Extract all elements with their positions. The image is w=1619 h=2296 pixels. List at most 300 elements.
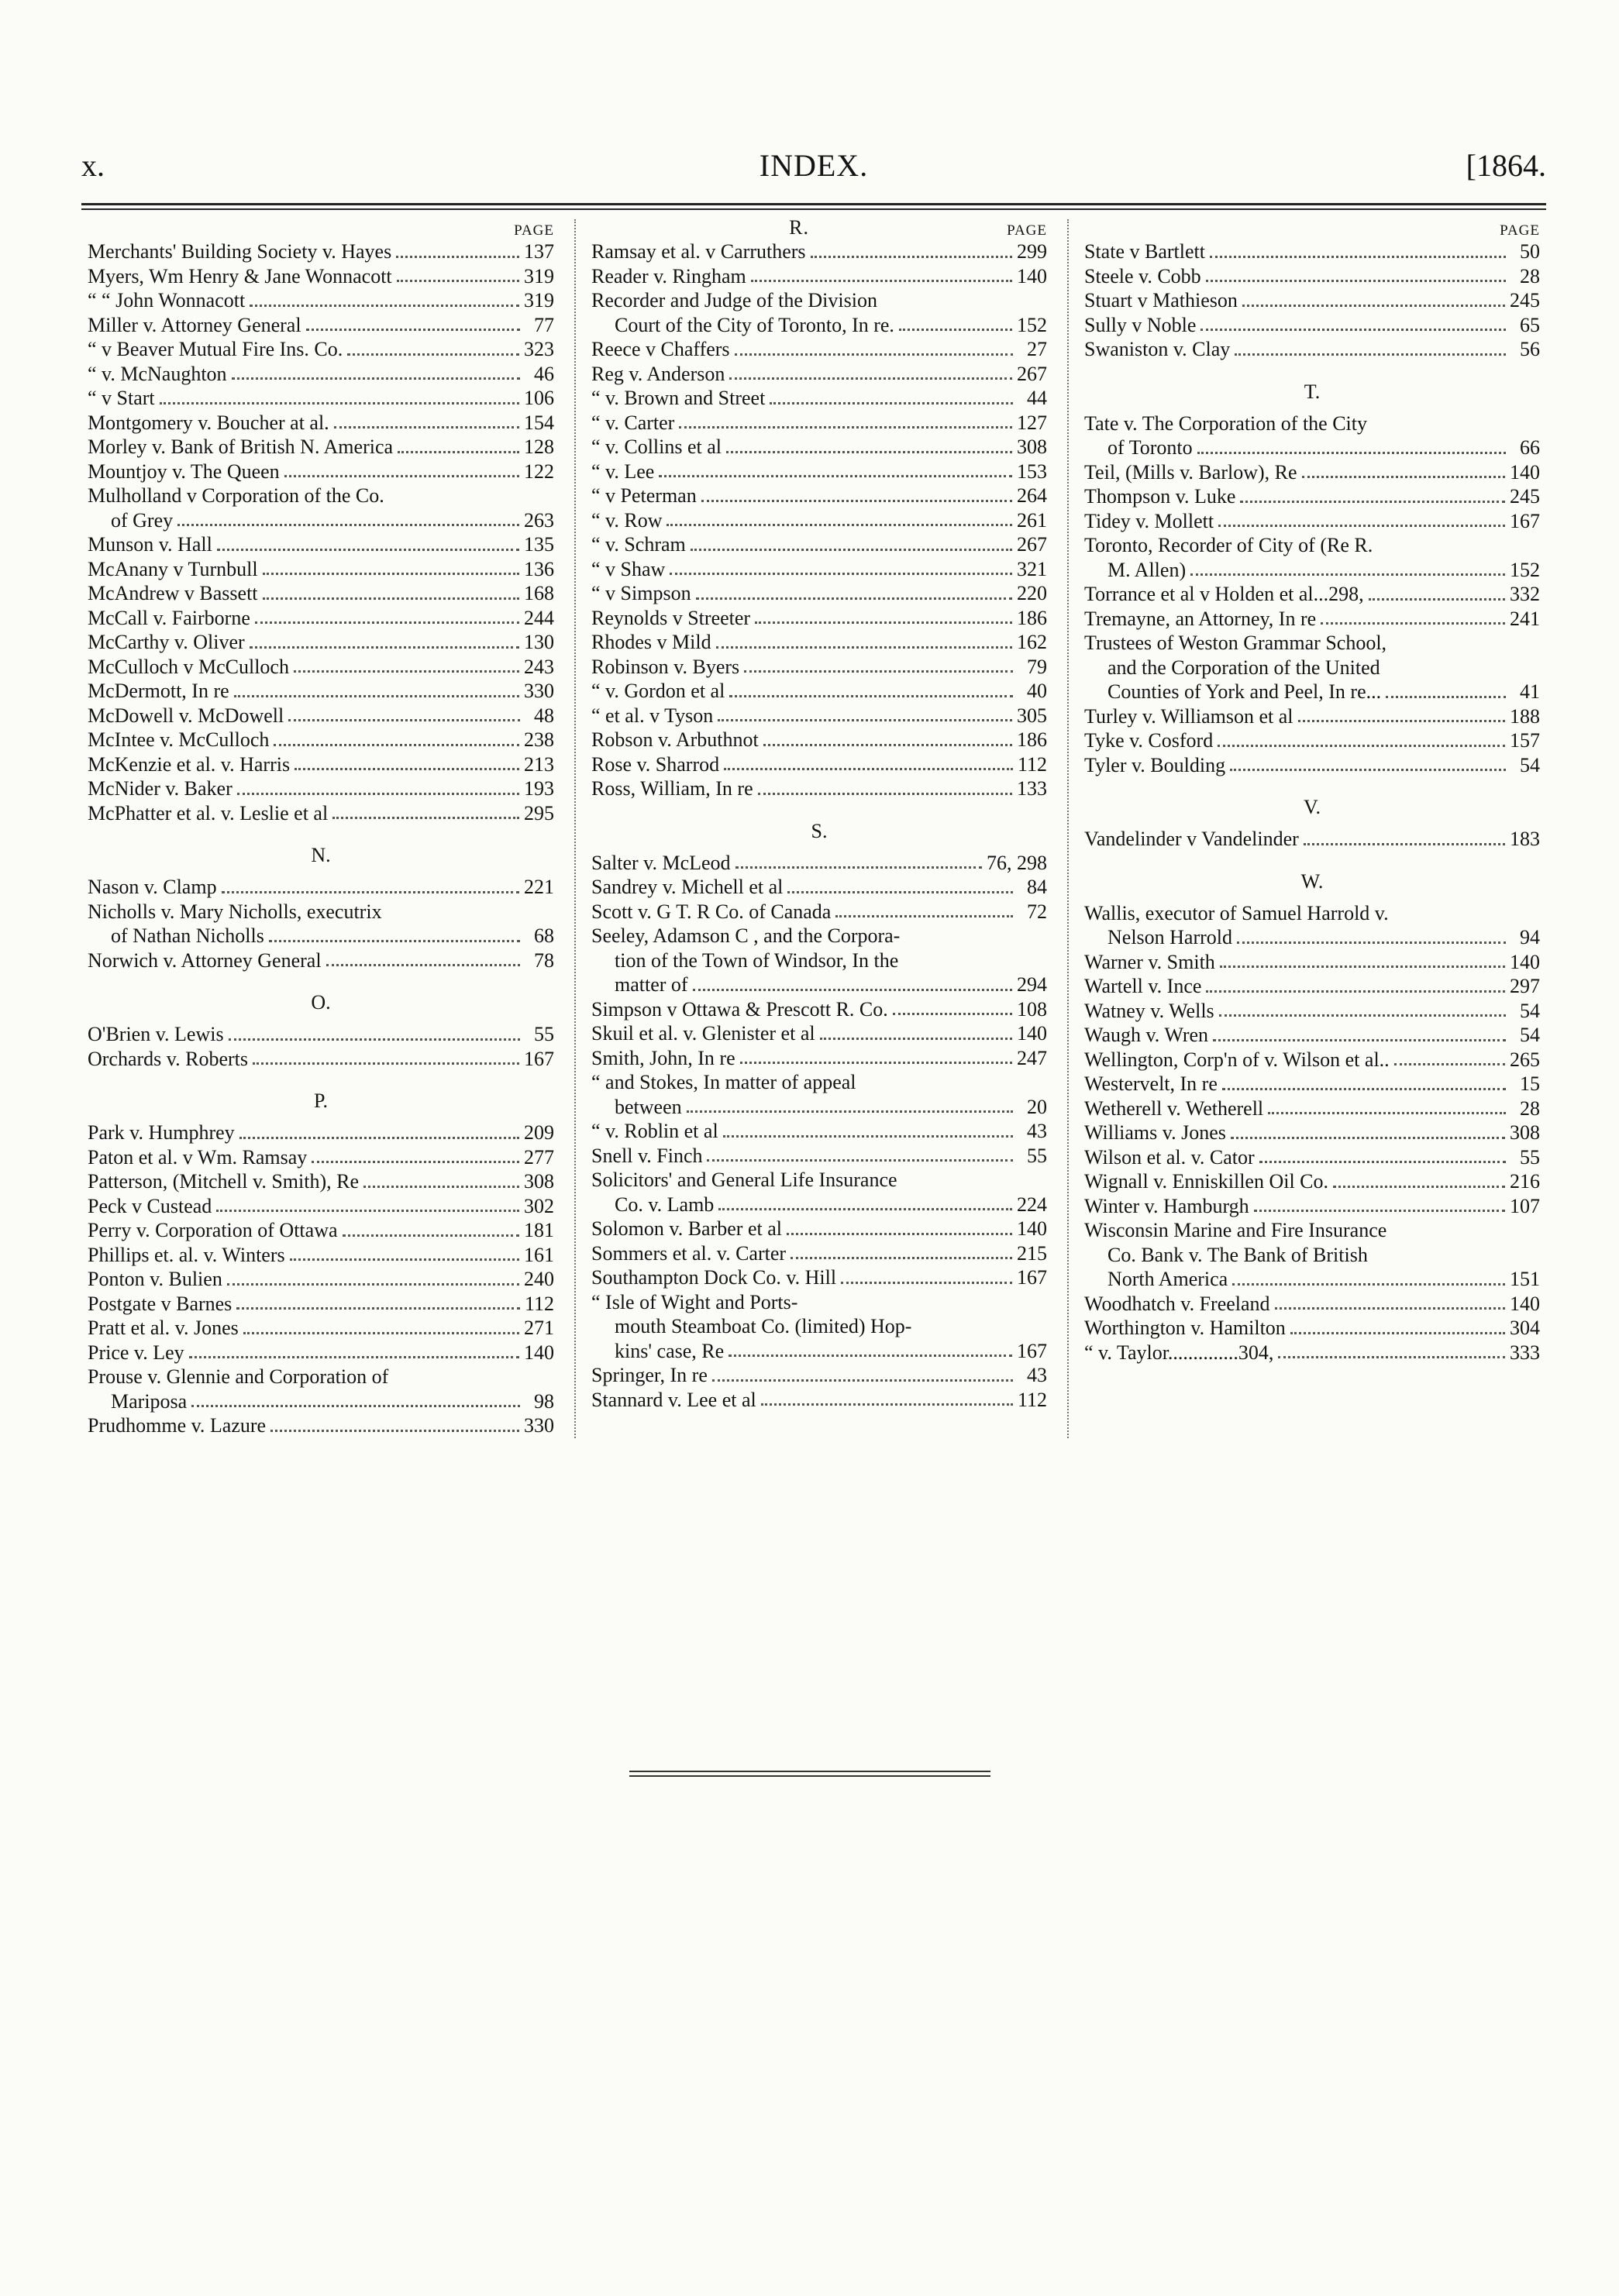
case-name: “ v. Row <box>591 508 663 532</box>
index-entry <box>591 752 1047 777</box>
case-name: Toronto, Recorder of City of (Re R. <box>1084 534 1373 556</box>
case-name-continued: tion of the Town of Windsor, In the <box>615 948 899 972</box>
case-name: Tidey v. Mollett <box>1084 509 1214 532</box>
page-ref: 304 <box>1510 1317 1540 1339</box>
column-header <box>88 219 554 239</box>
case-name: Nicholls v. Mary Nicholls, executrix <box>88 900 382 923</box>
index-entry <box>591 484 1047 508</box>
index-entry <box>591 581 1047 606</box>
leader-dots <box>1232 1283 1505 1286</box>
case-name: “ v. Brown and Street <box>591 387 766 409</box>
index-entry <box>591 704 1047 728</box>
leader-dots <box>1235 353 1506 356</box>
case-name: Salter v. McLeod <box>591 851 731 874</box>
case-name: Sommers et al. v. Carter <box>591 1241 787 1265</box>
leader-dots <box>284 475 519 477</box>
case-name: Solomon v. Barber et al <box>591 1217 782 1240</box>
page-ref: 43 <box>1027 1364 1047 1386</box>
leader-dots <box>712 1379 1013 1382</box>
section-title: W. <box>1300 869 1324 893</box>
leader-dots <box>735 866 982 869</box>
page-ref: 28 <box>1520 264 1540 287</box>
index-entry <box>1084 999 1540 1024</box>
page-ref: 221 <box>524 876 554 898</box>
case-name: Waugh v. Wren <box>1084 1024 1209 1046</box>
page-ref: 167 <box>1017 1266 1047 1289</box>
column-header <box>1084 219 1540 239</box>
page-ref: 56 <box>1520 338 1540 360</box>
index-entry <box>1084 313 1540 338</box>
page-ref: 330 <box>524 1414 554 1437</box>
page-ref: 140 <box>1510 460 1540 484</box>
page-ref: 133 <box>1017 777 1047 800</box>
case-name: “ v Shaw <box>591 557 666 580</box>
page-ref: 215 <box>1017 1241 1047 1265</box>
index-entry <box>88 875 554 900</box>
index-entry <box>1084 1120 1540 1145</box>
leader-dots <box>787 891 1013 893</box>
case-name: Swaniston v. Clay <box>1084 338 1231 360</box>
case-name: Solicitors' and General Life Insurance <box>591 1169 897 1191</box>
leader-dots <box>239 1137 519 1139</box>
case-name: McPhatter et al. v. Leslie et al <box>88 801 329 824</box>
page-ref: 140 <box>524 1341 554 1364</box>
leader-dots <box>1231 1137 1505 1139</box>
page-ref: 76, 298 <box>987 851 1047 874</box>
page-ref: 107 <box>1510 1194 1540 1217</box>
page-ref: 213 <box>524 752 554 776</box>
page-column-label: PAGE <box>1007 222 1047 239</box>
case-name: Tyler v. Boulding <box>1084 753 1226 776</box>
page-ref: 79 <box>1027 655 1047 678</box>
case-name: Morley v. Bank of British N. America <box>88 435 394 458</box>
leader-dots <box>250 305 519 307</box>
page-ref: 188 <box>1510 704 1540 728</box>
leader-dots <box>234 695 519 697</box>
page-ref: 245 <box>1510 485 1540 508</box>
leader-dots <box>255 621 519 624</box>
case-name: Springer, In re <box>591 1364 708 1386</box>
page-ref: 98 <box>534 1389 554 1413</box>
leader-dots <box>332 817 519 819</box>
page-ref: 44 <box>1027 387 1047 409</box>
index-entry <box>88 362 554 387</box>
leader-dots <box>1222 1088 1506 1090</box>
page-ref: 224 <box>1017 1193 1047 1216</box>
case-name: Merchants' Building Society v. Hayes <box>88 240 392 263</box>
case-name: Smith, John, In re <box>591 1046 735 1069</box>
page-ref: 40 <box>1027 680 1047 702</box>
index-entry <box>88 581 554 606</box>
page-ref: 294 <box>1017 973 1047 996</box>
leader-dots <box>363 1186 519 1188</box>
case-name: Wilson et al. v. Cator <box>1084 1145 1255 1169</box>
leader-dots <box>306 329 520 331</box>
page-ref: 140 <box>1017 1217 1047 1240</box>
page-header <box>81 147 1546 198</box>
index-entry <box>591 532 1047 557</box>
index-entry <box>88 288 554 313</box>
index-entry <box>591 679 1047 704</box>
case-name: Wisconsin Marine and Fire Insurance <box>1084 1219 1387 1241</box>
case-name: Warner v. Smith <box>1084 950 1215 973</box>
case-name-continued: M. Allen) <box>1107 558 1187 581</box>
case-name: Montgomery v. Boucher at al. <box>88 411 329 434</box>
case-name-continued: mouth Steamboat Co. (limited) Hop- <box>615 1315 912 1337</box>
case-name: “ et al. v Tyson <box>591 704 714 727</box>
case-name: Wallis, executor of Samuel Harrold v. <box>1084 901 1389 924</box>
index-entry <box>591 1021 1047 1046</box>
case-name-continued: and the Corporation of the United <box>1107 656 1380 679</box>
index-entry <box>591 386 1047 411</box>
column-header <box>591 216 1047 239</box>
index-entry <box>1084 582 1540 607</box>
leader-dots <box>1302 476 1505 478</box>
case-name-continued: Court of the City of Toronto, In re. <box>615 313 894 336</box>
page-ref: 72 <box>1027 900 1047 923</box>
case-name: Miller v. Attorney General <box>88 313 301 336</box>
index-entry <box>88 1218 554 1243</box>
index-entry <box>88 1194 554 1219</box>
case-name: “ v. Lee <box>591 460 655 483</box>
case-name-continued: matter of <box>615 973 688 996</box>
case-name-continued: Mariposa <box>111 1389 188 1413</box>
page-ref: 140 <box>1510 950 1540 973</box>
index-entry <box>1084 337 1540 362</box>
leader-dots <box>237 793 519 795</box>
leader-dots <box>729 1355 1012 1357</box>
leader-dots <box>270 1430 519 1432</box>
leader-dots <box>841 1282 1012 1284</box>
leader-dots <box>687 1110 1013 1113</box>
case-name: Prouse v. Glennie and Corporation of <box>88 1365 389 1388</box>
case-name: Southampton Dock Co. v. Hill <box>591 1266 837 1289</box>
page-ref: 136 <box>524 557 554 580</box>
index-entry <box>1084 239 1540 264</box>
index-entry <box>88 704 554 728</box>
leader-dots <box>718 719 1012 721</box>
case-name: Stannard v. Lee et al <box>591 1388 756 1411</box>
index-entry <box>88 1267 554 1292</box>
case-name: “ Isle of Wight and Ports- <box>591 1290 798 1313</box>
index-column-3 <box>1067 219 1546 1438</box>
page-ref: 240 <box>524 1268 554 1290</box>
leader-dots <box>1242 305 1505 307</box>
header-double-rule <box>81 203 1546 210</box>
index-entry <box>88 776 554 801</box>
page-ref: 295 <box>524 801 554 824</box>
page-ref: 130 <box>524 631 554 653</box>
case-name: “ v Start <box>88 387 155 409</box>
leader-dots <box>1268 1112 1506 1114</box>
leader-dots <box>1275 1307 1505 1310</box>
case-name-continued: of Toronto <box>1107 436 1193 459</box>
page-ref: 48 <box>534 704 554 727</box>
case-name-continued: Nelson Harrold <box>1107 926 1233 948</box>
case-name: Norwich v. Attorney General <box>88 948 322 972</box>
leader-dots <box>1220 966 1505 968</box>
leader-dots <box>716 646 1012 649</box>
index-entry <box>1084 974 1540 999</box>
leader-dots <box>227 1283 519 1286</box>
leader-dots <box>723 1135 1013 1138</box>
leader-dots <box>1298 720 1505 722</box>
case-name: Phillips et. al. v. Winters <box>88 1243 285 1266</box>
case-name: McCarthy v. Oliver <box>88 631 245 653</box>
leader-dots <box>397 280 519 282</box>
index-entry <box>1084 1292 1540 1317</box>
page-ref: 154 <box>524 411 554 434</box>
leader-dots <box>770 402 1013 404</box>
page-ref: 140 <box>1017 264 1047 287</box>
index-entry <box>1084 1023 1540 1048</box>
index-entry <box>591 851 1047 876</box>
leader-dots <box>191 1405 520 1407</box>
case-name: “ v. Taylor..............304, <box>1084 1341 1274 1364</box>
index-entry <box>88 900 554 948</box>
page-ref: 54 <box>1520 999 1540 1022</box>
case-name: Winter v. Hamburgh <box>1084 1194 1249 1217</box>
leader-dots <box>243 1332 519 1334</box>
page-ref: 27 <box>1027 338 1047 360</box>
index-entry <box>88 484 554 532</box>
leader-dots <box>1394 1063 1505 1065</box>
page-ref: 244 <box>524 606 554 629</box>
case-name: Reader v. Ringham <box>591 264 746 287</box>
case-name: Scott v. G T. R Co. of Canada <box>591 900 832 923</box>
page-ref: 112 <box>1017 1388 1047 1411</box>
index-entry <box>591 728 1047 752</box>
case-name: McCall v. Fairborne <box>88 606 250 629</box>
case-name: Pratt et al. v. Jones <box>88 1317 239 1339</box>
leader-dots <box>312 1161 519 1163</box>
case-name: Vandelinder v Vandelinder <box>1084 828 1299 850</box>
index-entry <box>1084 1316 1540 1341</box>
case-name: Prudhomme v. Lazure <box>88 1414 267 1437</box>
case-name: Trustees of Weston Grammar School, <box>1084 632 1387 654</box>
leader-dots <box>811 256 1012 258</box>
page-ref: 308 <box>524 1170 554 1193</box>
index-entry <box>88 239 554 264</box>
page-ref: 106 <box>524 387 554 409</box>
index-entry <box>591 875 1047 900</box>
case-name: “ “ John Wonnacott <box>88 289 246 312</box>
index-entry <box>591 1290 1047 1364</box>
case-name: Worthington v. Hamilton <box>1084 1317 1286 1339</box>
index-entry <box>1084 631 1540 704</box>
page-ref: 319 <box>524 289 554 312</box>
case-name: Stuart v Mathieson <box>1084 289 1238 312</box>
leader-dots <box>1197 452 1506 454</box>
index-entry <box>1084 509 1540 534</box>
page-ref: 305 <box>1017 704 1047 727</box>
case-name: Park v. Humphrey <box>88 1121 235 1144</box>
index-entry <box>1084 1169 1540 1194</box>
leader-dots <box>229 1038 520 1041</box>
case-name: Sandrey v. Michell et al <box>591 876 784 898</box>
index-entry <box>88 264 554 289</box>
page-ref: 84 <box>1027 876 1047 898</box>
index-entry <box>88 752 554 777</box>
index-entry <box>88 460 554 484</box>
leader-dots <box>707 1159 1013 1162</box>
case-name: “ v Simpson <box>591 582 691 604</box>
section-title: P. <box>313 1089 329 1112</box>
index-entry <box>88 630 554 655</box>
case-name: “ and Stokes, In matter of appeal <box>591 1071 856 1093</box>
leader-dots <box>216 1210 519 1212</box>
leader-dots <box>1210 256 1506 258</box>
leader-dots <box>1230 769 1506 771</box>
index-entry <box>88 435 554 460</box>
case-name-continued: of Grey <box>111 508 174 532</box>
page-ref: 55 <box>1520 1145 1540 1169</box>
case-name: “ v. McNaughton <box>88 362 227 385</box>
index-entry <box>1084 901 1540 950</box>
page-ref: 15 <box>1520 1072 1540 1095</box>
leader-dots <box>222 891 519 893</box>
leader-dots <box>288 719 520 721</box>
case-name: Perry v. Corporation of Ottawa <box>88 1219 338 1241</box>
case-name: “ v Peterman <box>591 484 697 507</box>
case-name: Reynolds v Streeter <box>591 606 751 629</box>
page-ref: 247 <box>1017 1046 1047 1069</box>
case-name: Postgate v Barnes <box>88 1292 233 1315</box>
case-name: Ross, William, In re <box>591 777 753 800</box>
case-name: Turley v. Williamson et al <box>1084 704 1293 728</box>
index-entry <box>88 1022 554 1047</box>
leader-dots <box>334 426 519 429</box>
page-ref: 157 <box>1510 729 1540 752</box>
index-entry <box>88 532 554 557</box>
leader-dots <box>177 524 519 526</box>
page-ref: 186 <box>1017 728 1047 751</box>
leader-dots <box>253 1062 519 1065</box>
leader-dots <box>899 329 1012 331</box>
page-ref: 122 <box>524 460 554 483</box>
page-ref: 238 <box>524 728 554 751</box>
page-ref: 46 <box>534 362 554 385</box>
index-entry <box>591 1388 1047 1413</box>
index-entry <box>591 606 1047 631</box>
index-entry <box>88 1169 554 1194</box>
leader-dots <box>670 573 1012 575</box>
leader-dots <box>236 1307 520 1310</box>
index-entry <box>88 1365 554 1413</box>
index-entry <box>591 997 1047 1022</box>
page-ref: 54 <box>1520 1024 1540 1046</box>
leader-dots <box>787 1233 1012 1235</box>
index-entry <box>88 655 554 680</box>
leader-dots <box>1290 1332 1505 1334</box>
index-entry <box>591 1363 1047 1388</box>
page-ref: 135 <box>524 533 554 556</box>
index-entry <box>88 1413 554 1438</box>
leader-dots <box>744 670 1013 673</box>
page-ref: 241 <box>1510 607 1540 630</box>
page-ref: 261 <box>1017 508 1047 532</box>
case-name: McNider v. Baker <box>88 777 233 800</box>
leader-dots <box>701 500 1012 502</box>
case-name: Simpson v Ottawa & Prescott R. Co. <box>591 997 888 1021</box>
index-entry <box>88 337 554 362</box>
page-ref: 183 <box>1510 828 1540 850</box>
index-entry <box>591 411 1047 435</box>
leader-dots <box>791 1257 1012 1259</box>
case-name: “ v. Collins et al <box>591 435 722 458</box>
page-ref: 308 <box>1017 435 1047 458</box>
case-name: Rhodes v Mild <box>591 631 711 653</box>
page-ref: 108 <box>1017 997 1047 1021</box>
leader-dots <box>1386 696 1506 698</box>
leader-dots <box>263 597 519 600</box>
case-name: Price v. Ley <box>88 1341 184 1364</box>
case-name: Watney v. Wells <box>1084 999 1214 1022</box>
case-name: McDermott, In re <box>88 680 229 702</box>
page-ref: 161 <box>524 1243 554 1266</box>
section-title: O. <box>311 991 331 1014</box>
page-ref: 152 <box>1510 558 1540 581</box>
leader-dots <box>263 573 519 575</box>
leader-dots <box>696 597 1012 600</box>
index-entry <box>1084 533 1540 582</box>
case-name: Skuil et al. v. Glenister et al <box>591 1022 815 1045</box>
section-title: S. <box>811 819 828 842</box>
leader-dots <box>274 744 519 746</box>
page-ref: 243 <box>524 655 554 678</box>
page-ref: 264 <box>1017 484 1047 507</box>
index-entry <box>1084 1072 1540 1096</box>
leader-dots <box>724 768 1013 770</box>
case-name: Snell v. Finch <box>591 1144 703 1167</box>
index-entry <box>1084 1194 1540 1219</box>
index-entry <box>1084 728 1540 753</box>
case-name: Ramsay et al. v Carruthers <box>591 240 806 263</box>
page-ref: 319 <box>524 264 554 287</box>
page-ref: 137 <box>524 240 554 263</box>
case-name: Rose v. Sharrod <box>591 752 720 776</box>
index-entry <box>591 460 1047 484</box>
page-number-roman: x. <box>81 148 105 183</box>
case-name: Teil, (Mills v. Barlow), Re <box>1084 460 1297 484</box>
leader-dots <box>1190 573 1505 576</box>
index-entry <box>591 239 1047 264</box>
case-name: Tremayne, an Attorney, In re <box>1084 607 1317 630</box>
page-ref: 20 <box>1027 1095 1047 1118</box>
case-name: McAndrew v Bassett <box>88 582 258 604</box>
page-ref: 140 <box>1017 1022 1047 1045</box>
index-entry <box>1084 950 1540 975</box>
index-entry <box>1084 1096 1540 1121</box>
leader-dots <box>820 1038 1012 1040</box>
index-entry <box>88 948 554 973</box>
page-ref: 152 <box>1017 313 1047 336</box>
leader-dots <box>1206 280 1506 282</box>
leader-dots <box>1218 745 1505 747</box>
volume-year: [1864. <box>1466 148 1546 183</box>
leader-dots <box>659 475 1012 477</box>
index-entry <box>88 606 554 631</box>
case-name: Thompson v. Luke <box>1084 485 1236 508</box>
page-ref: 94 <box>1520 926 1540 948</box>
case-name: Reg v. Anderson <box>591 362 725 385</box>
page-ref: 216 <box>1510 1170 1540 1193</box>
page-ref: 55 <box>1027 1144 1047 1167</box>
page-ref: 167 <box>1510 509 1540 532</box>
section-title: V. <box>1304 796 1321 818</box>
leader-dots <box>729 377 1012 380</box>
case-name: Robinson v. Byers <box>591 655 740 678</box>
